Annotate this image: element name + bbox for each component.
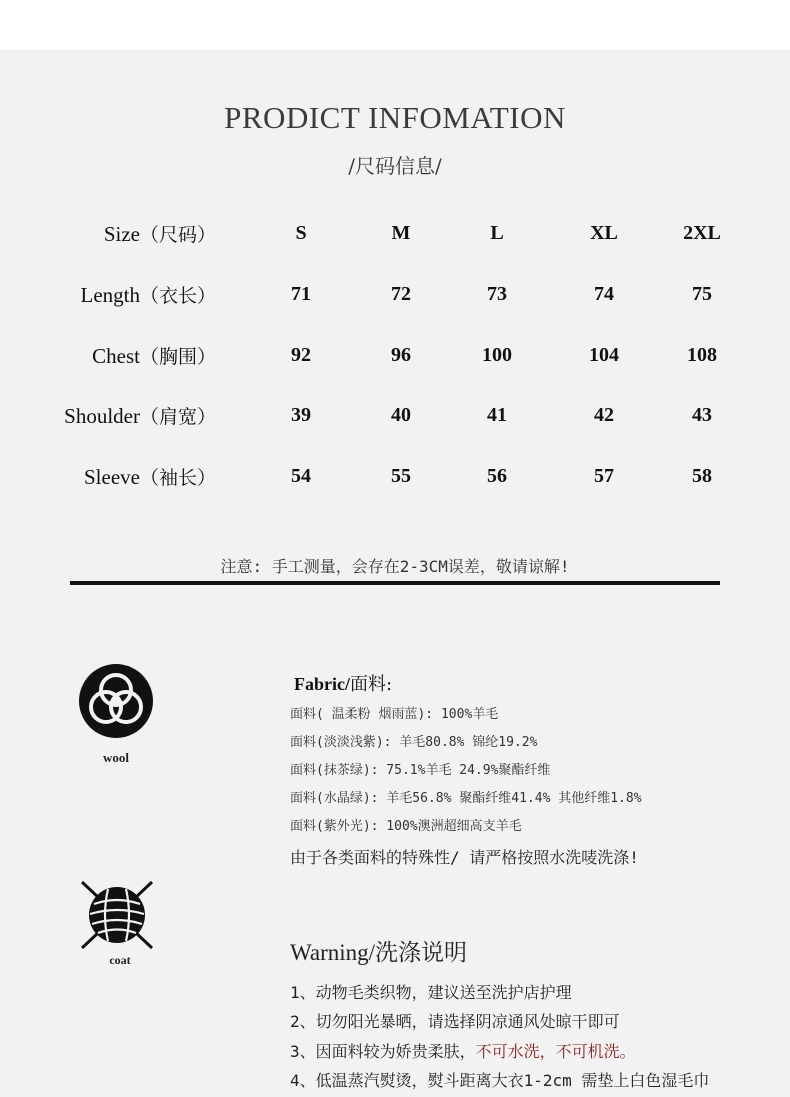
row-label: Shoulder（肩宽） <box>64 404 216 428</box>
size-cell: 104 <box>589 344 619 366</box>
size-cell: 56 <box>487 465 507 487</box>
size-cell: 41 <box>487 404 507 426</box>
size-cell: 71 <box>291 283 311 305</box>
wool-knot-icon <box>77 662 155 740</box>
page-subtitle: /尺码信息/ <box>348 154 442 178</box>
size-row-sleeve <box>0 453 790 493</box>
size-cell: 55 <box>391 465 411 487</box>
size-cell: 75 <box>692 283 712 305</box>
size-cell: 72 <box>391 283 411 305</box>
size-cell: 108 <box>687 344 717 366</box>
size-cell: XL <box>590 222 618 244</box>
warning-line: 4、低温蒸汽熨烫，熨斗距离大衣1-2cm 需垫上白色湿毛巾 <box>290 1071 710 1090</box>
size-cell: 100 <box>482 344 512 366</box>
size-cell: 54 <box>291 465 311 487</box>
size-cell: 74 <box>594 283 614 305</box>
size-cell: 92 <box>291 344 311 366</box>
fabric-line: 面料(紫外光): 100%澳洲超细高支羊毛 <box>290 819 522 834</box>
size-cell: L <box>490 222 504 244</box>
fabric-care-note: 由于各类面料的特殊性/ 请严格按照水洗唛洗涤! <box>290 848 639 867</box>
size-cell: 40 <box>391 404 411 426</box>
size-cell: 96 <box>391 344 411 366</box>
row-label: Chest（胸围） <box>92 344 216 368</box>
row-label: Length（衣长） <box>80 283 216 307</box>
fabric-line: 面料( 温柔粉 烟雨蓝): 100%羊毛 <box>290 707 499 722</box>
size-cell: 42 <box>594 404 614 426</box>
top-band <box>0 0 790 50</box>
size-cell: S <box>295 222 307 244</box>
size-row-chest <box>0 332 790 372</box>
size-row-length <box>0 271 790 311</box>
size-cell: 58 <box>692 465 712 487</box>
coat-caption: coat <box>109 953 131 967</box>
row-label: Size（尺码） <box>103 222 216 246</box>
warning-line: 3、因面料较为娇贵柔肤，不可水洗，不可机洗。 <box>290 1042 636 1061</box>
wool-caption: wool <box>103 750 129 765</box>
warning-heading: Warning/洗涤说明 <box>290 940 468 966</box>
fabric-line: 面料(水晶绿): 羊毛56.8% 聚酯纤维41.4% 其他纤维1.8% <box>290 791 642 806</box>
warning-line: 2、切勿阳光暴晒，请选择阴凉通风处晾干即可 <box>290 1012 620 1031</box>
size-cell: 57 <box>594 465 614 487</box>
measurement-note: 注意: 手工测量，会存在2-3CM误差，敬请谅解! <box>220 557 570 576</box>
fabric-line: 面料(淡淡浅紫): 羊毛80.8% 锦纶19.2% <box>290 735 538 750</box>
size-row-shoulder <box>0 392 790 432</box>
size-cell: M <box>391 222 411 244</box>
size-row-header <box>0 210 790 250</box>
size-cell: 2XL <box>683 222 721 244</box>
yarn-ball-icon <box>78 878 156 952</box>
divider <box>70 581 720 585</box>
size-cell: 43 <box>692 404 712 426</box>
row-label: Sleeve（袖长） <box>84 465 216 489</box>
warning-highlight: 不可水洗，不可机洗。 <box>475 1042 636 1061</box>
warning-line: 1、动物毛类织物，建议送至洗护店护理 <box>290 983 572 1002</box>
size-cell: 39 <box>291 404 311 426</box>
fabric-heading: Fabric/面料: <box>294 674 393 695</box>
size-cell: 73 <box>487 283 507 305</box>
page-title: PRODICT INFOMATION <box>224 100 566 135</box>
fabric-line: 面料(抹茶绿): 75.1%羊毛 24.9%聚酯纤维 <box>290 763 551 778</box>
